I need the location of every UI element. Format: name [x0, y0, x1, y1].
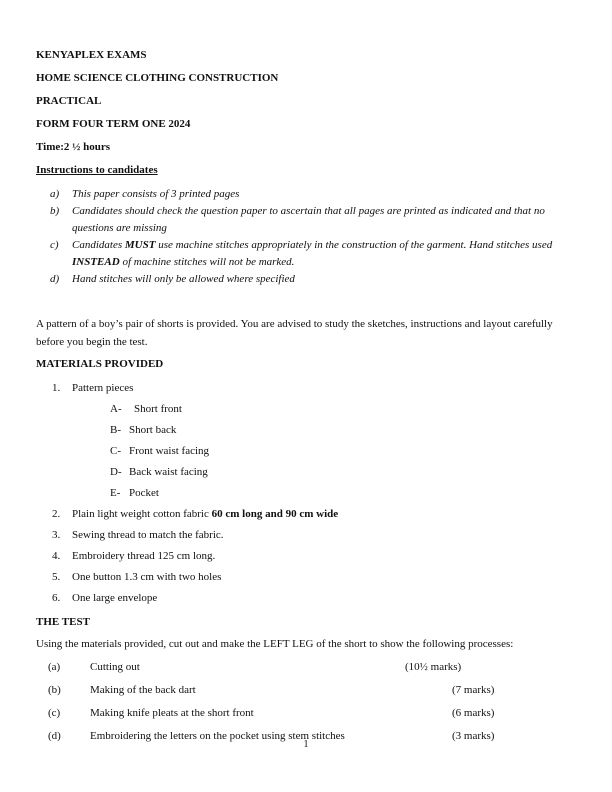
- material-text-segment: Plain light weight cotton fabric: [72, 508, 212, 520]
- material-item-3: [36, 525, 576, 546]
- intro-paragraph: A pattern of a boy’s pair of shorts is provided. You are advised to study the sketches, instructions and layout carefully before you begin the test.: [36, 318, 553, 348]
- pattern-piece-text: Short back: [129, 424, 177, 436]
- task-marks: (6 marks): [452, 707, 495, 719]
- test-task-list: [36, 656, 576, 748]
- pattern-piece-label: A-: [110, 403, 122, 415]
- material-number: 4.: [52, 550, 61, 562]
- exam-board-title: KENYAPLEX EXAMS: [36, 49, 147, 61]
- material-item-5: [36, 567, 576, 588]
- task-text: Making of the back dart: [90, 684, 196, 696]
- document-header: [36, 44, 576, 182]
- instruction-label: c): [50, 239, 59, 251]
- test-heading: THE TEST: [36, 616, 90, 628]
- pattern-piece-label: C-: [110, 445, 121, 457]
- task-marks: (10½ marks): [405, 661, 462, 673]
- instruction-label: d): [50, 273, 60, 285]
- material-number: 5.: [52, 571, 61, 583]
- instruction-label: b): [50, 205, 60, 217]
- materials-heading: MATERIALS PROVIDED: [36, 358, 164, 370]
- instruction-text: This paper consists of 3 printed pages: [72, 188, 240, 200]
- pattern-piece-text: Pocket: [129, 487, 159, 499]
- material-text: One button 1.3 cm with two holes: [72, 571, 222, 583]
- material-text: One large envelope: [72, 592, 158, 604]
- test-task-c: [36, 702, 576, 725]
- pattern-piece-text: Front waist facing: [129, 445, 210, 457]
- subject-title: HOME SCIENCE CLOTHING CONSTRUCTION: [36, 72, 279, 84]
- pattern-piece-label: E-: [110, 487, 121, 499]
- instruction-text: Hand stitches will only be allowed where specified: [72, 273, 295, 285]
- test-task-a: [36, 656, 576, 679]
- pattern-piece-b: [36, 420, 576, 441]
- material-text: Sewing thread to match the fabric.: [72, 529, 224, 541]
- instruction-item-a: [36, 186, 576, 203]
- instruction-item-d: [36, 271, 576, 288]
- task-marks: (3 marks): [452, 730, 495, 742]
- material-text: Embroidery thread 125 cm long.: [72, 550, 216, 562]
- paper-type: PRACTICAL: [36, 95, 102, 107]
- pattern-piece-label: B-: [110, 424, 121, 436]
- pattern-piece-text: Back waist facing: [129, 466, 208, 478]
- material-number: 1.: [52, 382, 61, 394]
- task-label: (c): [48, 707, 61, 719]
- pattern-piece-label: D-: [110, 466, 122, 478]
- test-task-b: [36, 679, 576, 702]
- instruction-text-segment: Candidates: [72, 239, 125, 251]
- instruction-text: Candidates should check the question paper to ascertain that all pages are printed as indicated and that no questions are missing: [72, 205, 545, 234]
- task-text: Cutting out: [90, 661, 140, 673]
- time-allocation: Time:2 ½ hours: [36, 141, 111, 153]
- material-number: 6.: [52, 592, 61, 604]
- instructions-list: [36, 186, 576, 288]
- material-number: 2.: [52, 508, 61, 520]
- materials-list: [36, 378, 576, 609]
- pattern-piece-e: [36, 483, 576, 504]
- material-item-4: [36, 546, 576, 567]
- instruction-text-segment: use machine stitches appropriately in the construction of the garment. Hand stitches used: [155, 239, 553, 251]
- instruction-text-segment: of machine stitches will not be marked.: [119, 256, 295, 268]
- instructions-heading: Instructions to candidates: [36, 164, 158, 176]
- pattern-piece-c: [36, 441, 576, 462]
- task-text: Embroidering the letters on the pocket using stem stitches: [90, 730, 345, 742]
- task-label: (a): [48, 661, 61, 673]
- task-label: (d): [48, 730, 61, 742]
- task-label: (b): [48, 684, 61, 696]
- pattern-piece-text: Short front: [134, 403, 182, 415]
- task-text: Making knife pleats at the short front: [90, 707, 254, 719]
- term-line: FORM FOUR TERM ONE 2024: [36, 118, 191, 130]
- instruction-item-b: [36, 203, 576, 237]
- material-item-1: [36, 378, 576, 399]
- task-marks: (7 marks): [452, 684, 495, 696]
- material-text: Pattern pieces: [72, 382, 134, 394]
- material-text: [72, 504, 338, 525]
- instruction-text: [72, 237, 574, 271]
- pattern-piece-a: [36, 399, 576, 420]
- instruction-bold-word: INSTEAD: [72, 256, 120, 268]
- material-bold-text: 60 cm long and 90 cm wide: [211, 508, 339, 520]
- instruction-item-c: [36, 237, 576, 271]
- test-intro: Using the materials provided, cut out and make the LEFT LEG of the short to show the following processes:: [36, 638, 514, 650]
- material-number: 3.: [52, 529, 61, 541]
- material-item-6: [36, 588, 576, 609]
- instruction-label: a): [50, 188, 60, 200]
- instruction-bold-word: MUST: [124, 239, 156, 251]
- material-item-2: [36, 504, 576, 525]
- page-number: 1: [303, 739, 309, 750]
- pattern-piece-d: [36, 462, 576, 483]
